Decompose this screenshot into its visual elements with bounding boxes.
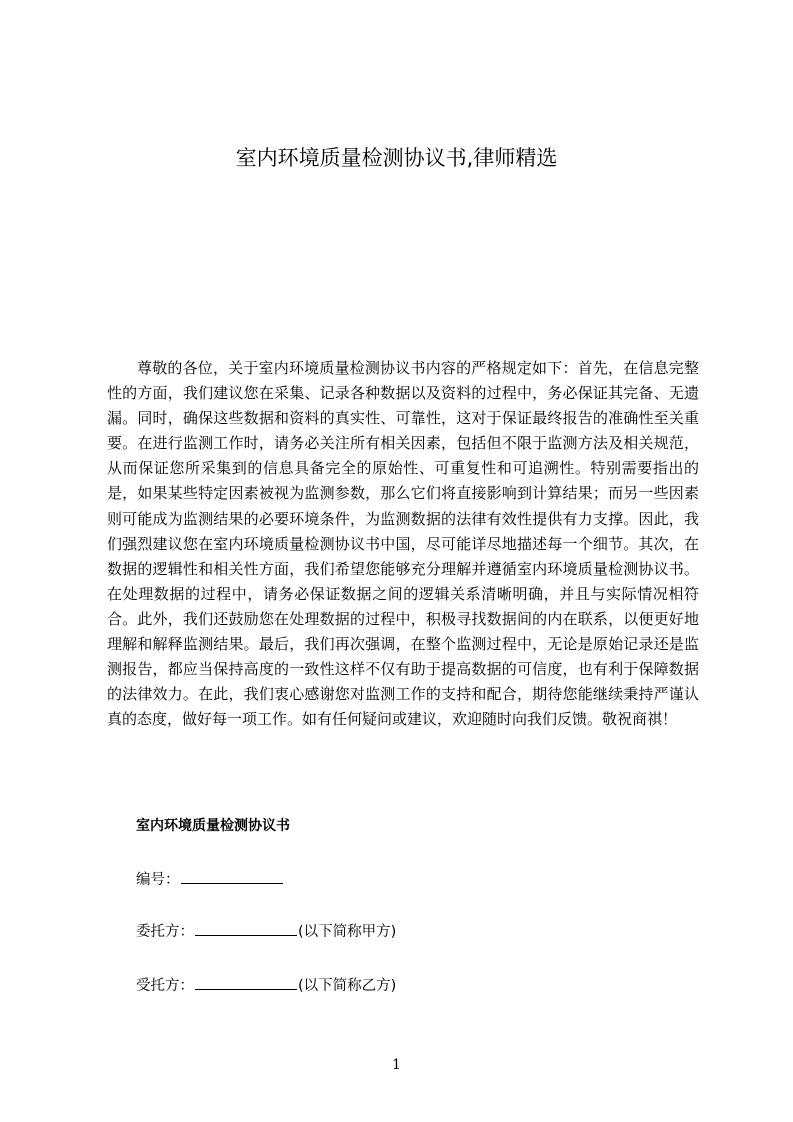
- field-number: [136, 869, 284, 890]
- field-contractor-blank: [195, 975, 297, 990]
- field-client-label: 委托方：: [136, 924, 194, 940]
- body-paragraph: 尊敬的各位，关于室内环境质量检测协议书内容的严格规定如下：首先，在信息完整性的方面，我们建议您在采集、记录各种数据以及资料的过程中，务必保证其完备、无遗漏。同时，确保这些数据和资料的真实性、可靠性，这对于保证最终报告的准确性至关重要。在进行监测工作时，请务必关注所有相关因素，包括但不限于监测方法及相关规范，从而保证您所采集到的信息具备完全的原始性、可重复性和可追溯性。特别需要指出的是，如果某些特定因素被视为监测参数，那么它们将直接影响到计算结果；而另一些因素则可能成为监测结果的必要环境条件，为监测数据的法律有效性提供有力支撑。因此，我们强烈建议您在室内环境质量检测协议书中国，尽可能详尽地描述每一个细节。其次，在数据的逻辑性和相关性方面，我们希望您能够充分理解并遵循室内环境质量检测协议书。在处理数据的过程中，请务必保证数据之间的逻辑关系清晰明确，并且与实际情况相符合。此外，我们还鼓励您在处理数据的过程中，积极寻找数据间的内在联系，以便更好地理解和解释监测结果。最后，我们再次强调，在整个监测过程中，无论是原始记录还是监测报告，都应当保持高度的一致性这样不仅有助于提高数据的可信度，也有利于保障数据的法律效力。在此，我们衷心感谢您对监测工作的支持和配合，期待您能继续秉持严谨认真的态度，做好每一项工作。如有任何疑问或建议，欢迎随时向我们反馈。敬祝商祺！: [107, 359, 699, 729]
- page-number: 1: [392, 1057, 401, 1073]
- field-client: [136, 921, 396, 942]
- document-title: 室内环境质量检测协议书,律师精选: [235, 146, 558, 170]
- field-number-label: 编号：: [136, 872, 180, 888]
- field-contractor-suffix: (以下简称乙方): [298, 978, 397, 994]
- field-contractor-label: 受托方：: [136, 978, 194, 994]
- field-client-blank: [195, 921, 297, 936]
- section-heading: 室内环境质量检测协议书: [136, 818, 290, 834]
- field-client-suffix: (以下简称甲方): [298, 924, 397, 940]
- field-number-blank: [181, 869, 283, 884]
- field-contractor: [136, 975, 396, 996]
